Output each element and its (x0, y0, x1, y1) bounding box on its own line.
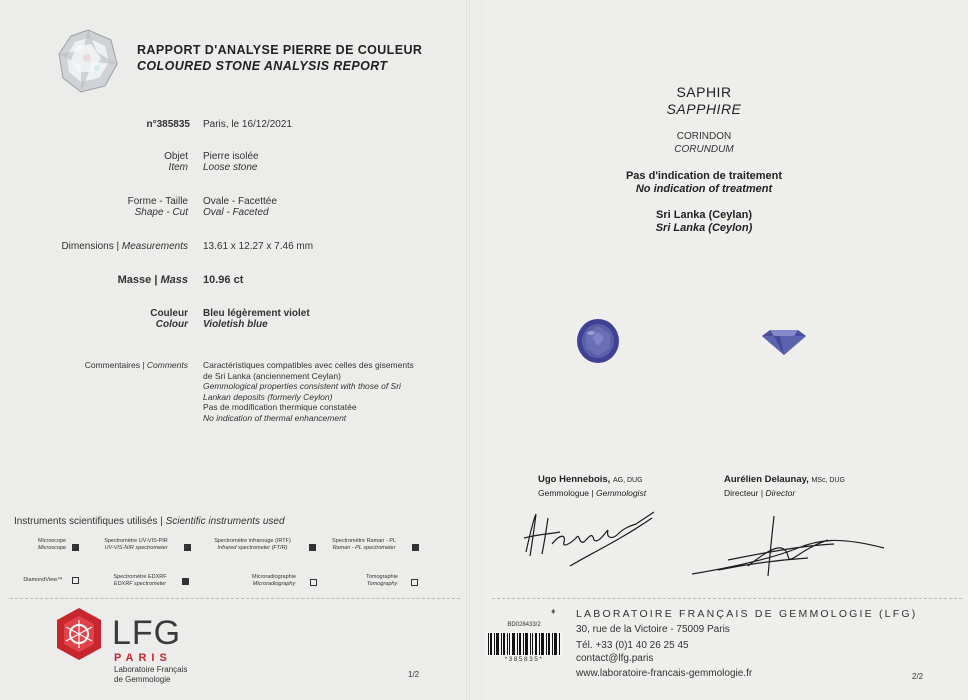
lab-name: LABORATOIRE FRANÇAIS DE GEMMOLOGIE (LFG) (576, 608, 918, 620)
shape-label (60, 196, 188, 218)
species-fr: SAPHIR (676, 84, 732, 100)
signatory-2-role-fr: Directeur | (724, 488, 764, 498)
shape-value-fr: Ovale - Facettée (203, 196, 277, 207)
comments-label-fr: Commentaires | (84, 360, 145, 370)
instrument-label-fr: Microradiographie (251, 574, 297, 580)
logo-city: PARIS (114, 652, 172, 664)
colour-value-fr: Bleu légèrement violet (203, 308, 310, 319)
colour-label-en: Colour (155, 319, 188, 330)
dimensions-label (20, 241, 188, 252)
treatment-en: No indication of treatment (635, 183, 773, 195)
instrument-microradiography (236, 574, 312, 588)
comments-value (203, 360, 453, 423)
diamond-small-icon: ♦ (551, 606, 556, 616)
gem-side-view-image (760, 328, 808, 356)
checkbox-diamondview (72, 577, 79, 584)
checkbox-raman (412, 544, 419, 551)
comment-line3-fr: Pas de modification thermique constatée (203, 402, 357, 412)
page-number-2: 2/2 (912, 672, 924, 681)
instrument-label-en: Tomography (366, 581, 398, 587)
dimensions-label-fr: Dimensions | (61, 241, 120, 252)
report-title-en: COLOURED STONE ANALYSIS REPORT (137, 59, 388, 73)
checkbox-edxrf (182, 578, 189, 585)
colour-value (203, 308, 310, 330)
signatory-1-name: Ugo Hennebois, (538, 474, 611, 485)
signatory-1 (538, 474, 646, 498)
group-en: CORUNDUM (674, 144, 734, 155)
object-label-fr: Objet (164, 151, 188, 162)
signature-2-image (688, 510, 888, 580)
instrument-diamondview (14, 577, 72, 584)
lfg-logo-icon (54, 606, 104, 662)
instrument-label-fr: Spectromètre infrarouge (IRTF) (214, 538, 291, 544)
checkbox-microscope (72, 544, 79, 551)
instrument-label-fr: Spectromètre Raman - PL (332, 538, 396, 544)
dimensions-label-en: Measurements (121, 241, 188, 252)
lab-phone: Tél. +33 (0)1 40 26 25 45 (576, 640, 689, 651)
checkbox-uv-vis-nir (184, 544, 191, 551)
colour-label (60, 308, 188, 330)
instrument-raman (320, 538, 408, 552)
shape-label-en: Shape - Cut (134, 207, 188, 218)
comment-line1-fr: Caractéristiques compatibles avec celles des gisements (203, 360, 414, 370)
page-fold (466, 0, 470, 700)
signature-1-image (520, 504, 660, 568)
instruments-title-fr: Instruments scientifiques utilisés | (14, 516, 163, 527)
comments-label-en: Comments (146, 360, 188, 370)
instruments-title-en: Scientific instruments used (165, 516, 285, 527)
lab-address: 30, rue de la Victoire - 75009 Paris (576, 624, 730, 635)
checkbox-microradiography (310, 579, 317, 586)
place-date: Paris, le 16/12/2021 (203, 119, 292, 130)
comment-line2-fr: de Sri Lanka (anciennement Ceylan) (203, 370, 341, 381)
barcode-image (486, 632, 562, 656)
object-label (60, 151, 188, 173)
instrument-label-fr: DiamondView™ (23, 577, 63, 583)
species-en: SAPPHIRE (666, 101, 742, 117)
instrument-label-en: UV-VIS-NIR spectrometer (104, 545, 168, 551)
signatory-2-role-en: Director (765, 488, 796, 498)
treatment-fr: Pas d'indication de traitement (625, 170, 783, 182)
instrument-label-fr: Microscope (37, 538, 67, 544)
signatory-1-role-fr: Gemmologue | (538, 488, 594, 498)
shape-label-fr: Forme - Taille (127, 196, 188, 207)
logo-text: LFG (112, 614, 182, 652)
colour-value-en: Violetish blue (203, 319, 268, 330)
origin-en: Sri Lanka (Ceylon) (655, 222, 753, 234)
lab-email: contact@lfg.paris (576, 653, 654, 664)
report-number: n°385835 (146, 119, 190, 130)
instrument-label-fr: Spectromètre EDXRF (113, 574, 167, 580)
colour-label-fr: Couleur (150, 308, 188, 319)
object-value-en: Loose stone (203, 162, 258, 173)
logo-tagline-1: Laboratoire Français (114, 665, 188, 674)
divider (10, 598, 460, 599)
signatory-2-name: Aurélien Delaunay, (724, 474, 809, 485)
signatory-2 (724, 474, 845, 498)
page-number-1: 1/2 (408, 670, 420, 679)
divider (492, 598, 962, 599)
signatory-1-credentials: AG, DUG (612, 477, 643, 484)
report-page-2 (484, 0, 968, 700)
instruments-title (14, 516, 285, 527)
instrument-label-fr: Spectromètre UV-VIS-PIR (104, 538, 168, 544)
mass-label-fr: Masse | (117, 274, 158, 286)
instrument-uv-vis-nir (92, 538, 180, 552)
lab-website: www.laboratoire-francais-gemmologie.fr (576, 668, 753, 679)
shape-value (203, 196, 277, 218)
comment-line2-en: Lankan deposits (formerly Ceylon) (203, 391, 333, 402)
barcode-text: *385835* (504, 656, 544, 663)
instrument-tomography (350, 574, 414, 588)
barcode-id: BD028433/2 (507, 622, 541, 628)
signatory-1-role-en: Gemmologist (595, 488, 647, 498)
object-value (203, 151, 259, 173)
mass-label (60, 274, 188, 286)
checkbox-tomography (411, 579, 418, 586)
instrument-ftir (200, 538, 305, 552)
object-label-en: Item (168, 162, 188, 173)
mass-label-en: Mass (160, 274, 188, 286)
dimensions-value: 13.61 x 12.27 x 7.46 mm (203, 241, 314, 252)
logo-tagline-2: de Gemmologie (114, 675, 171, 684)
mass-value: 10.96 ct (203, 274, 244, 286)
gem-top-view-image (576, 318, 620, 364)
comment-line3-en: No indication of thermal enhancement (203, 412, 347, 423)
instrument-label-fr: Tomographie (366, 574, 398, 580)
instrument-label-en: EDXRF spectrometer (113, 581, 167, 587)
comments-label (20, 360, 188, 370)
instrument-edxrf (100, 574, 180, 588)
group-fr: CORINDON (676, 131, 732, 142)
origin-fr: Sri Lanka (Ceylan) (656, 209, 752, 221)
signatory-2-credentials: MSc, DUG (811, 477, 845, 484)
shape-value-en: Oval - Faceted (203, 207, 269, 218)
comment-line1-en: Gemmological properties consistent with those of Sri (203, 381, 401, 391)
logo-tagline (114, 665, 187, 685)
checkbox-ftir (309, 544, 316, 551)
instrument-label-en: Infrared spectrometer (FTIR) (217, 545, 288, 551)
instrument-label-en: Raman - PL spectrometer (332, 545, 396, 551)
instrument-label-en: Microscope (37, 545, 67, 551)
diamond-icon (57, 28, 119, 94)
instrument-label-en: Microradiography (252, 581, 296, 587)
object-value-fr: Pierre isolée (203, 151, 259, 162)
report-title-fr: RAPPORT D'ANALYSE PIERRE DE COULEUR (137, 43, 423, 57)
